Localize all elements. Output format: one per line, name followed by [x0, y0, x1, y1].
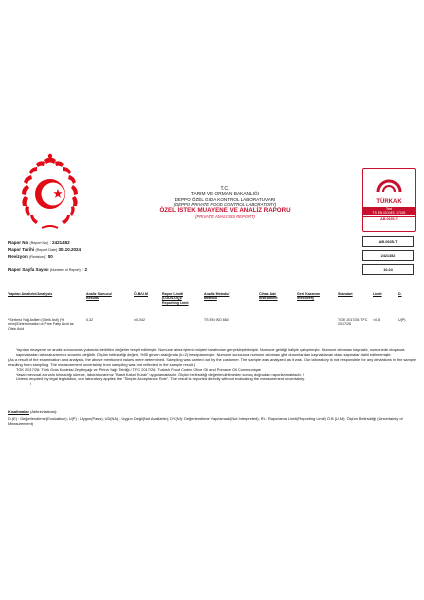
report-title-en: (PRIVATE ANALYSIS REPORT): [195, 214, 255, 219]
cell-uncertainty: ±0,042: [134, 318, 145, 322]
turkak-standard: TS EN ISO/IEC 17025: [363, 211, 415, 215]
ministry-crest-logo: [14, 148, 86, 236]
report-no-value: 2421452: [52, 240, 70, 245]
country-label: T.C.: [220, 186, 230, 192]
turkak-brand: TÜRKAK: [376, 199, 402, 205]
page-count-value: 2: [84, 267, 88, 272]
header-standard: Standart: [338, 292, 353, 296]
report-date-label: Rapor Tarihi: [8, 247, 35, 252]
cell-d: U(P): [398, 318, 406, 322]
turkak-test-label: Test: [363, 207, 415, 211]
header-analysis: Yapılan Analizler/Analysis: [8, 292, 53, 296]
header-uncertainty: Ö.B/U.M: [134, 292, 148, 296]
cell-result: 0,32: [86, 318, 93, 322]
page-count-sub: (Number of Report): [49, 268, 81, 272]
report-no-line: Rapor No (Report No) : 2421452: [8, 240, 70, 245]
ministry-name: TARIM VE ORMAN BAKANLIĞI: [190, 192, 260, 197]
lab-name-en: (DEPPO PRIVATE FOOD CONTROL LABORATORY): [173, 202, 277, 207]
info-box-version: 10.24: [362, 264, 414, 275]
abbreviations-block: [8, 410, 416, 427]
info-boxes: [362, 236, 414, 278]
turkak-emblem-icon: [374, 172, 404, 194]
header-instrument: Cihaz Adı/ Instrument: [259, 292, 278, 301]
note-en: (As a result of the examination and analysis, the above mentioned values were determined. Sampling was carried out by the customer. The sample was analyzed as it was. Our laboratory is not responsible for any deviations in the sample resulting from sampling. The measurement uncertainty from sampling was not reflected in the sample result.): [8, 356, 417, 367]
lab-name: DEPPO ÖZEL GIDA KONTROL LABORATUVARI: [174, 197, 276, 202]
header-reporting-limit: Rapor Limiti (LOD/LOQ)/ Reporting Limit: [162, 292, 189, 305]
revision-sub: (Revision): [29, 255, 46, 259]
cell-analysis: *Serbest Yağ Asitleri (Oleik Asit) (% m/m)/Determination of Free Fatty Acid as Oleic Acid: [8, 318, 74, 331]
abbreviations-title-sub: (Abbreviations):: [30, 409, 58, 414]
info-box-accreditation: AB-0635-T: [362, 236, 414, 247]
header-recovery: Geri Kazanım /Recovery: [297, 292, 320, 301]
revision-line: Revizyon (Revision): 00: [8, 254, 53, 259]
turkak-accreditation-badge: [362, 168, 416, 232]
page-count-label: Rapor Sayfa Sayısı: [8, 267, 49, 272]
abbreviations-list: D.(E) : Değerlendirme(Evaluation); U(P) : Uygun(Pass); UD(NA) : Uygun Değil(Not Available); DY(NI): Değerlendirme Yapılamadı(Not Interpreted); RL: Raporlama Limiti(Reporting Limit) Ö.B (U.M): Ölçüm Belirsizliği (Uncertainty of Measurement): [8, 415, 403, 426]
report-date-value: 30.10.2024: [58, 247, 82, 252]
report-date-sub: (Report Date): [35, 248, 58, 252]
report-header: [130, 186, 320, 219]
note-acceptance-tr: Yasal mevzuat zorunlu kılmadığı sürece, laboratuvarımız "Basit Kabul Kuralı" uygulamaktadır. Ölçüm belirsizliği değerlendirilmeden sonuç doğrudan raporlanmaktadır. /: [16, 371, 304, 377]
cell-limit: <0,8: [373, 318, 381, 322]
cell-method: TS EN ISO 660: [204, 318, 229, 322]
note-standard: TGK 2017/26: Türk Gıda Kodeksi Zeytinyağı ve Pirina Yağı Tebliği / TFC 2017/26: Turkish Food Codex Olive Oil and Pomace Oil Communique: [16, 366, 262, 372]
cell-standard: TGK 2017/26 TFC 2017/26: [338, 318, 368, 327]
turkak-code: AB-0635-T: [363, 216, 415, 222]
notes-block: [8, 348, 416, 387]
abbreviations-title-line: [8, 410, 416, 415]
note-slash: /: [30, 381, 32, 387]
report-no-sub: (Report No): [29, 241, 49, 245]
revision-value: 00: [47, 254, 53, 259]
revision-label: Revizyon: [8, 254, 28, 259]
report-title: ÖZEL İSTEK MUAYENE VE ANALİZ RAPORU: [159, 207, 291, 214]
note-tr: Yapılan muayene ve analiz sonucunda yukarıda belirtilen değerler tespit edilmiştir. Numune alma işlemi müşteri tarafından gerçekleştirilmiştir. Numune geldiği haliyle çalışılmıştır. Numune alınması kaynaklı, numunede oluşacak sapmalardan laboratuvarımız sorumlu değildir. Ölçüm belirsizliği değeri, %95 güven aralığında (k=2) hesaplanmıştır. Numune sonucuna numune alınması gibi durumlardan kaynaklanan olası sapmalar dahil edilmemiştir.: [16, 347, 405, 357]
report-date-line: [8, 247, 81, 252]
page-count-line: Rapor Sayfa Sayısı (Number of Report) : 2: [8, 267, 88, 272]
header-limit: Limit: [373, 292, 382, 296]
info-box-report-no: 2421452: [362, 250, 414, 261]
abbreviations-title: Kısaltmalar: [8, 409, 29, 414]
header-d: D.: [398, 292, 402, 296]
header-method: Analiz Metodu/ Method: [204, 292, 230, 301]
header-result: Analiz Sonucu/ Results: [86, 292, 112, 301]
note-acceptance-en: Unless required by legal legislation, our laboratory applies the "Simple Acceptance Rule". The result is reported directly without evaluating the measurement uncertainty.: [16, 376, 305, 382]
report-no-label: Rapor No: [8, 240, 29, 245]
